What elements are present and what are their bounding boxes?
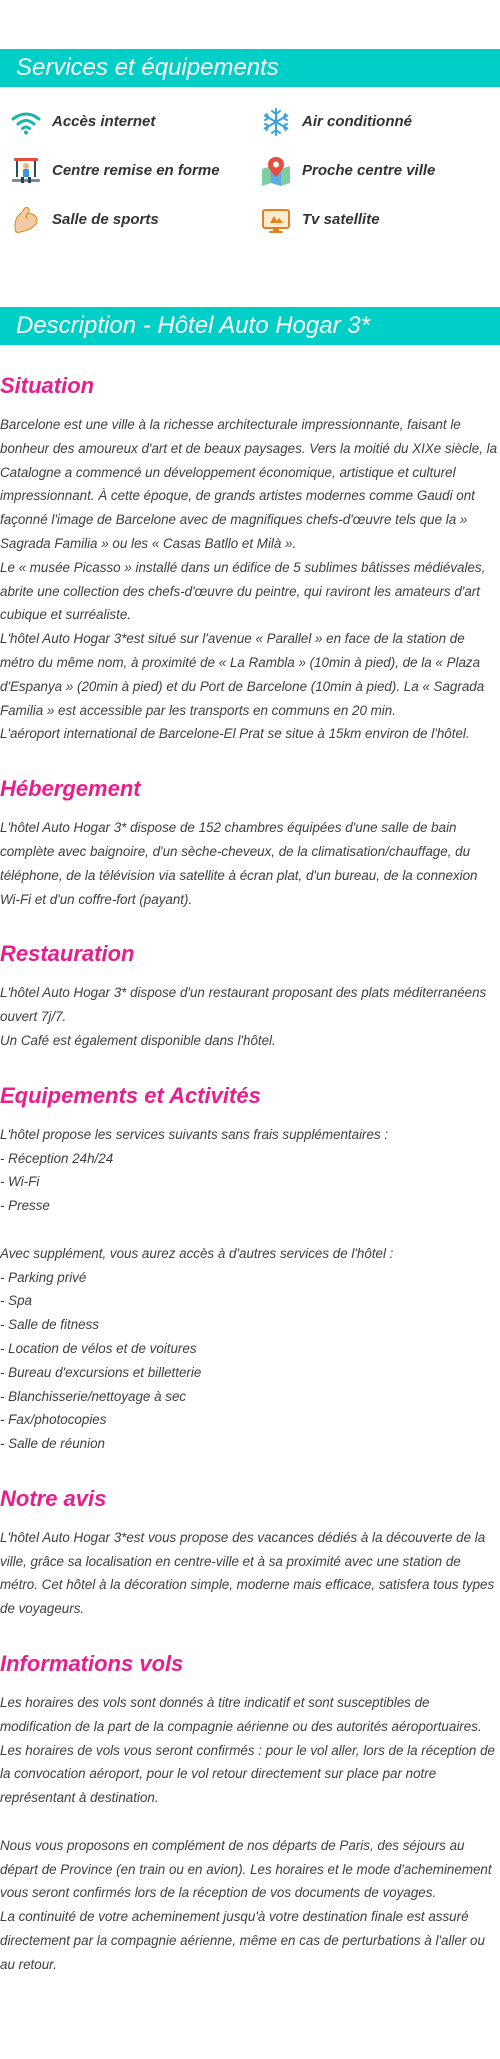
service-item-city-center	[260, 146, 500, 195]
tv-icon	[260, 204, 292, 236]
service-label: Accès internet	[52, 113, 156, 130]
service-label: Salle de sports	[52, 211, 159, 228]
section-heading: Informations vols	[0, 1651, 184, 1677]
flight-info-section	[0, 1621, 500, 1977]
service-item-satellite-tv	[260, 195, 500, 244]
description-banner	[0, 307, 500, 345]
section-heading: Equipements et Activités	[0, 1082, 261, 1108]
accommodation-section	[0, 746, 500, 911]
section-heading: Situation	[0, 373, 95, 398]
map-pin-icon	[260, 155, 292, 187]
section-text: L'hôtel Auto Hogar 3* dispose de 152 chambres équipées d'une salle de bain complète avec baignoire, d'un sèche-cheveux, de la climatisation/chauffage, du téléphone, de la télévision via satellite à écran plat, d'un bureau, de la connexion Wi-Fi et d'un coffre-fort (payant).	[0, 820, 478, 907]
service-item-internet	[10, 97, 260, 146]
muscle-arm-icon	[10, 204, 42, 236]
services-title: Services et équipements	[16, 54, 279, 81]
restaurant-section	[0, 911, 500, 1052]
section-heading: Notre avis	[0, 1485, 107, 1511]
section-text: Les horaires des vols sont donnés à titre indicatif et sont susceptibles de modification de la part de la compagnie aérienne ou des autorités aéroportuaires. Les horaires de vols vous seront confirmés : pour le vol aller, lors de la réception de la convocation aéroport, pour le vol retour directement sur place par notre représentant à destination. Nous vous proposons en complément de nos départs de Paris, des séjours au départ de Province (en train ou en avion). Les horaires et le mode d'acheminement vous seront confirmés lors de la réception de vos documents de voyages. La continuité de votre acheminement jusqu'à votre destination finale est assuré directement par la compagnie aérienne, même en cas de perturbations à l'aller ou au retour.	[0, 1695, 495, 1972]
services-banner	[0, 49, 500, 87]
section-heading: Restauration	[0, 941, 135, 967]
section-text: L'hôtel propose les services suivants sans frais supplémentaires : - Réception 24h/24 - Wi-Fi - Presse Avec supplément, vous aurez accès à d'autres services de l'hôtel : - Parking privé - Spa - Salle de fitness - Location de vélos et de voitures - Bureau d'excursions et billetterie - Blanchisserie/nettoyage à sec - Fax/photocopies - Salle de réunion	[0, 1126, 394, 1452]
spacer	[0, 244, 500, 307]
service-label: Tv satellite	[302, 211, 380, 228]
facilities-section	[0, 1053, 500, 1456]
our-opinion-section	[0, 1456, 500, 1621]
service-item-gym	[10, 195, 260, 244]
service-label: Air conditionné	[302, 113, 412, 130]
service-item-air-conditioning	[260, 97, 500, 146]
service-item-fitness	[10, 146, 260, 195]
section-text: Barcelone est une ville à la richesse architecturale impressionnante, faisant le bonheur des amoureux d'art et de beaux paysages. Vers la moitié du XIXe siècle, la Catalogne a commencé un développement économique, artistique et culturel impressionnant. À cette époque, de grands artistes modernes comme Gaudi ont façonné l'image de Barcelone avec de magnifiques chefs-d'œuvre tels que la » Sagrada Familia » ou les « Casas Batllo et Milà ». Le « musée Picasso » installé dans un édifice de 5 sublimes bâtisses médiévales, abrite une collection des chefs-d'œuvre du peintre, qui raviront les amateurs d'art cubique et surréaliste. L'hôtel Auto Hogar 3*est situé sur l'avenue « Parallel » en face de la station de métro du même nom, à proximité de « La Rambla » (10min à pied), de la « Plaza d'Espanya » (20min à pied) et du Port de Barcelone (10min à pied). La « Sagrada Familia » est accessible par les transports en communs en 20 min. L'aéroport international de Barcelone-El Prat se situe à 15km environ de l'hôtel.	[0, 417, 498, 742]
snowflake-icon	[260, 106, 292, 138]
section-text: L'hôtel Auto Hogar 3*est vous propose des vacances dédiés à la découverte de la ville, grâce sa localisation en centre-ville et à sa proximité avec une station de métro. Cet hôtel à la décoration simple, moderne mais efficace, satisfera tous types de voyageurs.	[0, 1529, 495, 1617]
wifi-icon	[10, 106, 42, 138]
section-text: L'hôtel Auto Hogar 3* dispose d'un restaurant proposant des plats méditerranéens ouvert 7j/7. Un Café est également disponible dans l'hôtel.	[0, 985, 487, 1048]
situation-section	[0, 345, 500, 746]
description-title: Description - Hôtel Auto Hogar 3*	[16, 312, 370, 339]
section-heading: Hébergement	[0, 776, 141, 802]
description-content	[0, 345, 500, 1977]
fitness-icon	[10, 155, 42, 187]
service-label: Centre remise en forme	[52, 162, 220, 179]
service-label: Proche centre ville	[302, 162, 436, 179]
services-grid	[0, 87, 500, 244]
